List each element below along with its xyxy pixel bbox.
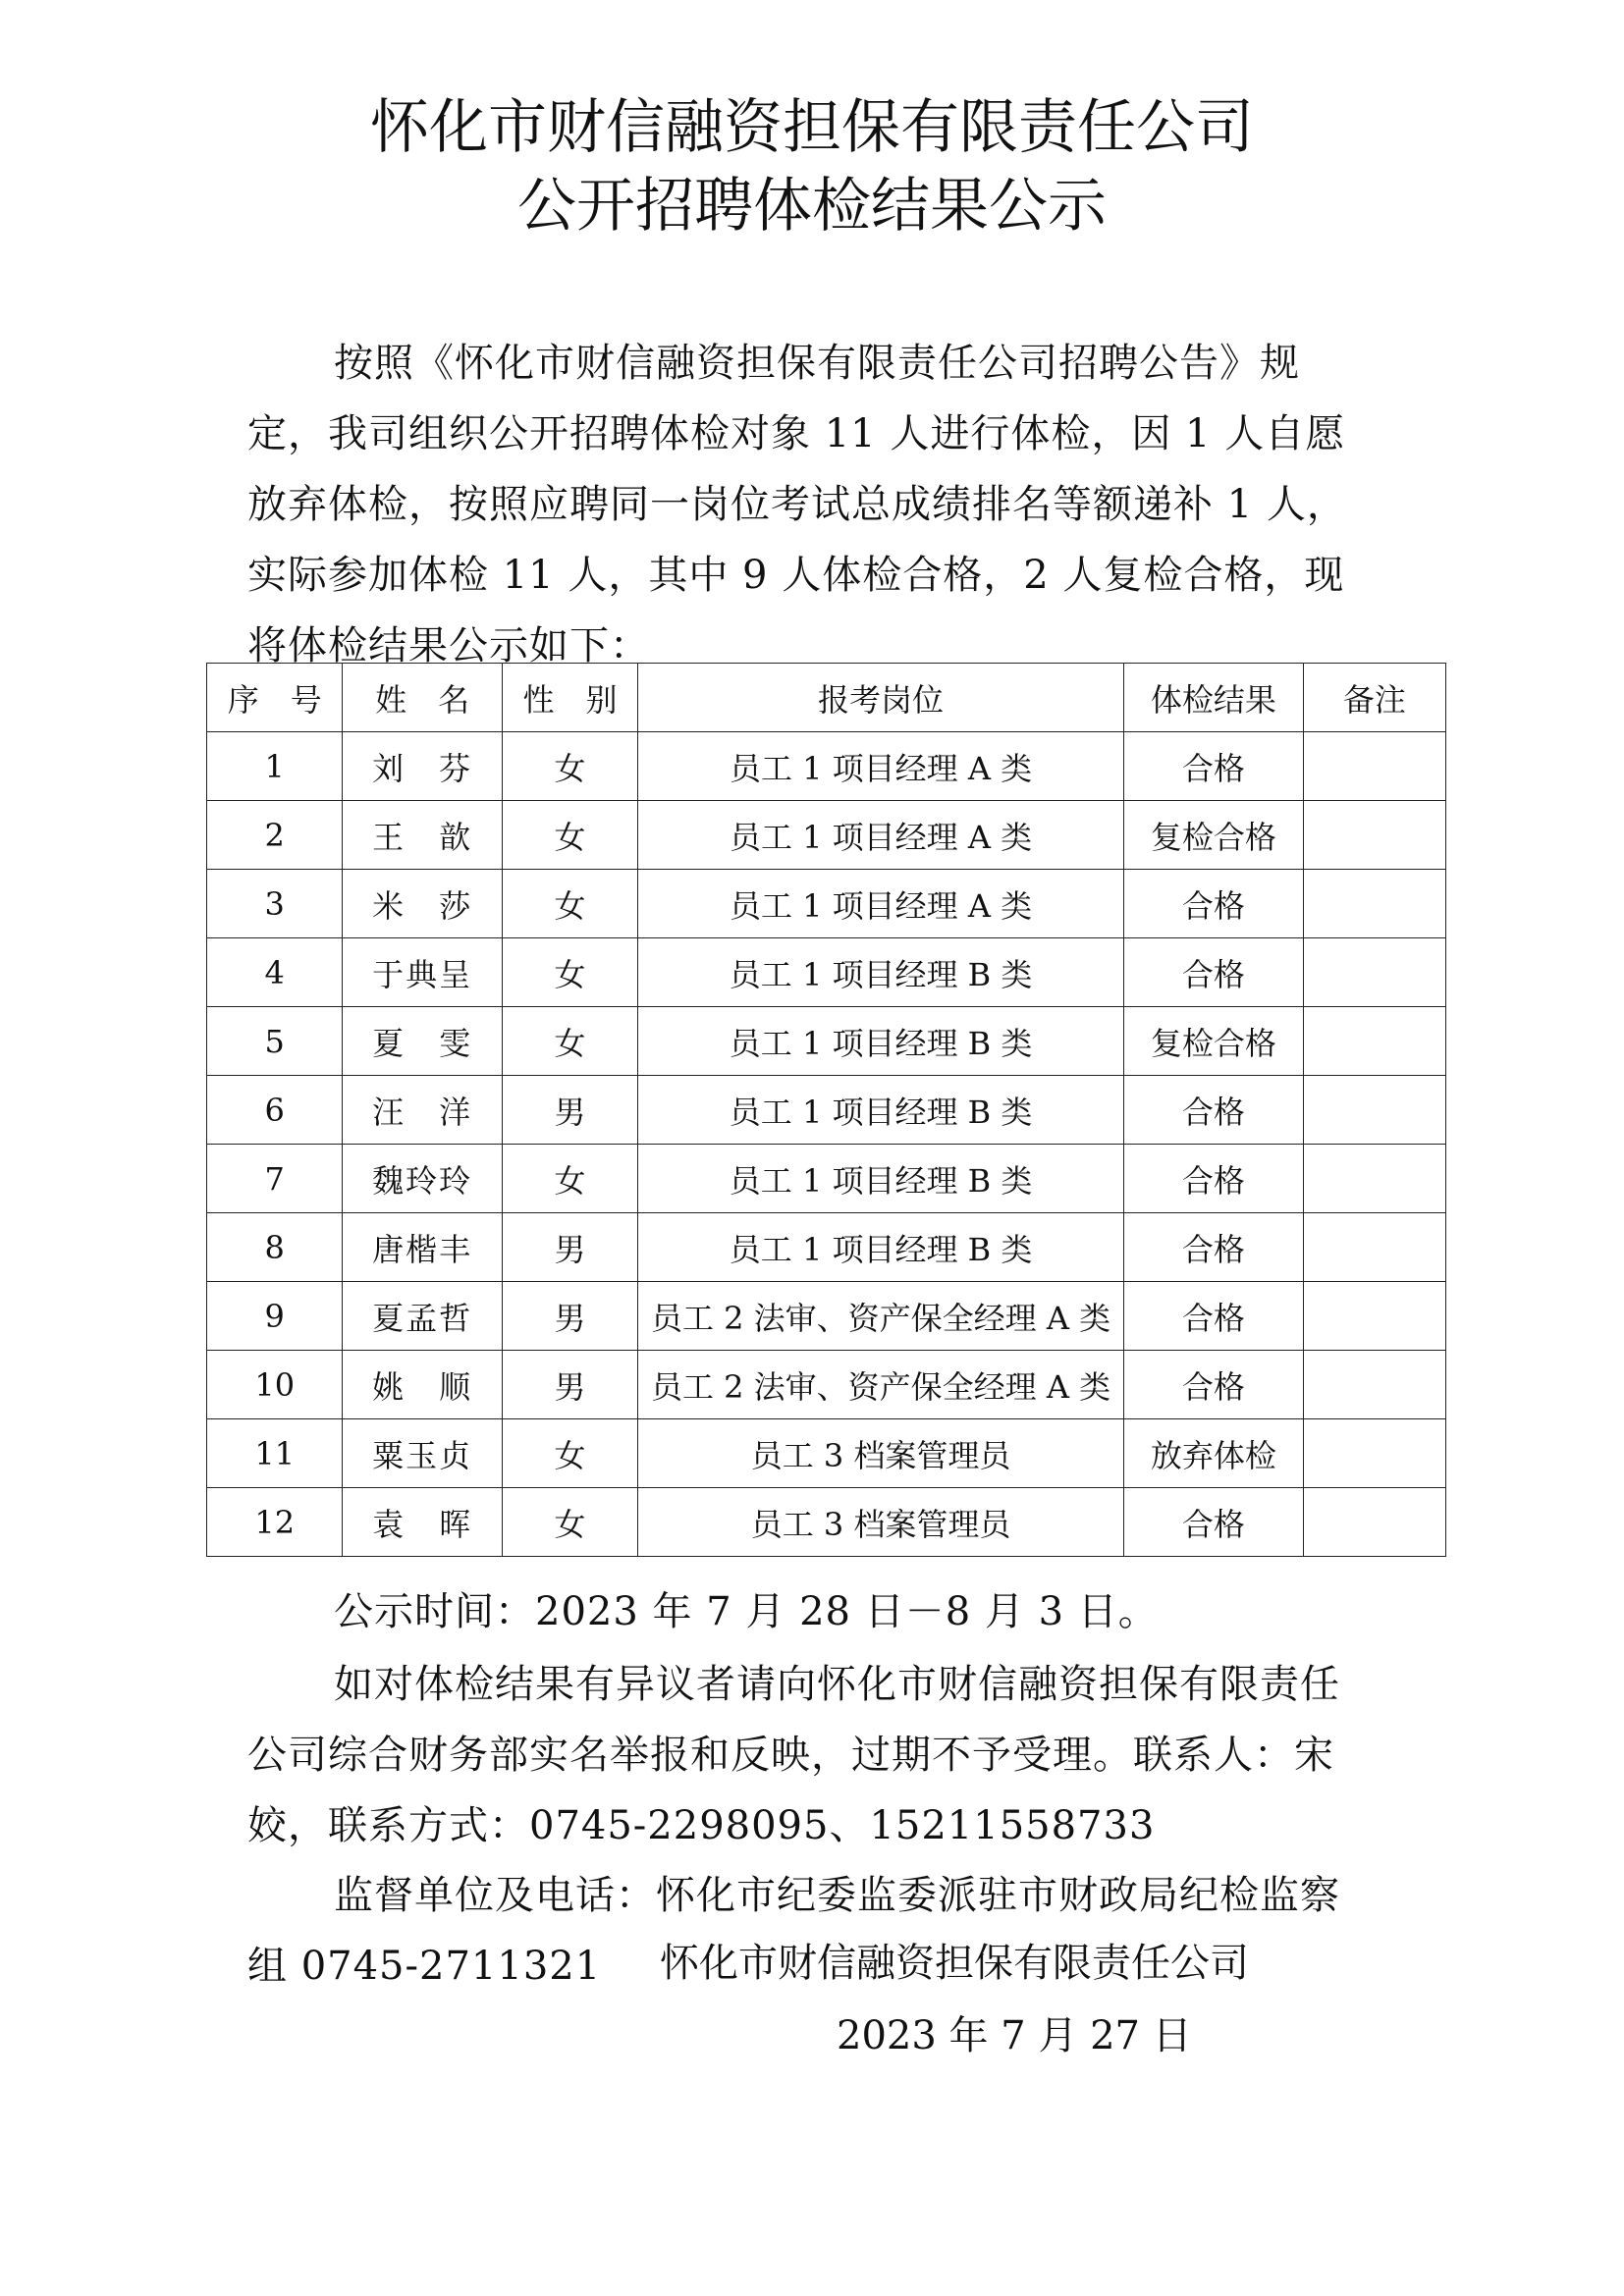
- cell-position: 员工 1 项目经理 B 类: [638, 1213, 1124, 1282]
- cell-note: [1303, 870, 1445, 938]
- table-row: [207, 938, 1446, 1007]
- header-position: 报考岗位: [638, 664, 1124, 732]
- objection-text: 如对体检结果有异议者请向怀化市财信融资担保有限责任公司综合财务部实名举报和反映，过期不予受理。联系人：宋姣，联系方式：0745-2298095、15211558733: [247, 1662, 1340, 1848]
- cell-no: 8: [207, 1213, 343, 1282]
- signature-company: 怀化市财信融资担保有限责任公司: [660, 1941, 1249, 1986]
- cell-result: 合格: [1123, 1213, 1303, 1282]
- cell-note: [1303, 1145, 1445, 1213]
- cell-name: 汪 洋: [343, 1076, 502, 1145]
- header-result: 体检结果: [1123, 664, 1303, 732]
- cell-result: 复检合格: [1123, 1007, 1303, 1076]
- publicity-time: [247, 1576, 1377, 1647]
- cell-no: 4: [207, 938, 343, 1007]
- publicity-time-text: 公示时间：2023 年 7 月 28 日－8 月 3 日。: [334, 1589, 1159, 1634]
- cell-no: 5: [207, 1007, 343, 1076]
- cell-name: 刘 芬: [343, 732, 502, 801]
- cell-note: [1303, 1282, 1445, 1351]
- cell-sex: 女: [502, 732, 637, 801]
- table-row: [207, 1007, 1446, 1076]
- cell-no: 11: [207, 1419, 343, 1488]
- results-table: [206, 663, 1446, 1557]
- cell-no: 3: [207, 870, 343, 938]
- cell-note: [1303, 1007, 1445, 1076]
- table-header-row: [207, 664, 1446, 732]
- page-title: 怀化市财信融资担保有限责任公司: [370, 93, 1254, 162]
- cell-name: 于典呈: [343, 938, 502, 1007]
- cell-name: 袁 晖: [343, 1488, 502, 1557]
- supervision-text: 监督单位及电话：怀化市纪委监委派驻市财政局纪检监察组 0745-2711321: [247, 1873, 1340, 1989]
- cell-result: 放弃体检: [1123, 1419, 1303, 1488]
- cell-position: 员工 2 法审、资产保全经理 A 类: [638, 1282, 1124, 1351]
- cell-sex: 女: [502, 1007, 637, 1076]
- cell-result: 合格: [1123, 870, 1303, 938]
- cell-result: 合格: [1123, 1076, 1303, 1145]
- cell-note: [1303, 938, 1445, 1007]
- cell-result: 合格: [1123, 1351, 1303, 1419]
- cell-note: [1303, 1076, 1445, 1145]
- cell-position: 员工 3 档案管理员: [638, 1419, 1124, 1488]
- header-note: 备注: [1303, 664, 1445, 732]
- cell-sex: 男: [502, 1351, 637, 1419]
- cell-name: 唐楷丰: [343, 1213, 502, 1282]
- cell-note: [1303, 732, 1445, 801]
- table-row: [207, 801, 1446, 870]
- cell-note: [1303, 1213, 1445, 1282]
- cell-no: 2: [207, 801, 343, 870]
- page-subtitle: 公开招聘体检结果公示: [517, 172, 1107, 240]
- header-name: 姓 名: [343, 664, 502, 732]
- cell-position: 员工 1 项目经理 A 类: [638, 801, 1124, 870]
- cell-sex: 女: [502, 1145, 637, 1213]
- cell-no: 6: [207, 1076, 343, 1145]
- intro-paragraph: [247, 328, 1377, 681]
- table-row: [207, 1213, 1446, 1282]
- cell-name: 夏 雯: [343, 1007, 502, 1076]
- cell-no: 10: [207, 1351, 343, 1419]
- cell-position: 员工 1 项目经理 A 类: [638, 732, 1124, 801]
- cell-sex: 女: [502, 1419, 637, 1488]
- cell-note: [1303, 1419, 1445, 1488]
- cell-no: 12: [207, 1488, 343, 1557]
- cell-no: 1: [207, 732, 343, 801]
- cell-sex: 女: [502, 1488, 637, 1557]
- table-body: [207, 732, 1446, 1557]
- table-row: [207, 1351, 1446, 1419]
- cell-name: 夏孟哲: [343, 1282, 502, 1351]
- cell-position: 员工 3 档案管理员: [638, 1488, 1124, 1557]
- cell-note: [1303, 1351, 1445, 1419]
- cell-position: 员工 1 项目经理 B 类: [638, 1076, 1124, 1145]
- cell-sex: 女: [502, 870, 637, 938]
- cell-position: 员工 1 项目经理 B 类: [638, 938, 1124, 1007]
- cell-result: 合格: [1123, 1145, 1303, 1213]
- table-row: [207, 1419, 1446, 1488]
- cell-sex: 男: [502, 1076, 637, 1145]
- signature-date: 2023 年 7 月 27 日: [837, 2013, 1192, 2058]
- intro-text: 按照《怀化市财信融资担保有限责任公司招聘公告》规定，我司组织公开招聘体检对象 11 人进行体检，因 1 人自愿放弃体检，按照应聘同一岗位考试总成绩排名等额递补 1 人，实际参加体检 11 人，其中 9 人体检合格，2 人复检合格，现将体检结果公示如下：: [247, 341, 1347, 668]
- cell-no: 9: [207, 1282, 343, 1351]
- cell-result: 复检合格: [1123, 801, 1303, 870]
- cell-result: 合格: [1123, 1282, 1303, 1351]
- cell-position: 员工 1 项目经理 B 类: [638, 1007, 1124, 1076]
- cell-position: 员工 2 法审、资产保全经理 A 类: [638, 1351, 1124, 1419]
- cell-sex: 女: [502, 801, 637, 870]
- table-row: [207, 870, 1446, 938]
- cell-result: 合格: [1123, 732, 1303, 801]
- table-row: [207, 1076, 1446, 1145]
- cell-name: 王 歆: [343, 801, 502, 870]
- table-row: [207, 732, 1446, 801]
- cell-no: 7: [207, 1145, 343, 1213]
- cell-note: [1303, 801, 1445, 870]
- objection-paragraph: [247, 1649, 1377, 1861]
- cell-name: 姚 顺: [343, 1351, 502, 1419]
- cell-sex: 男: [502, 1213, 637, 1282]
- header-no: 序 号: [207, 664, 343, 732]
- cell-name: 米 莎: [343, 870, 502, 938]
- table-row: [207, 1145, 1446, 1213]
- table-row: [207, 1282, 1446, 1351]
- cell-note: [1303, 1488, 1445, 1557]
- cell-position: 员工 1 项目经理 A 类: [638, 870, 1124, 938]
- cell-result: 合格: [1123, 1488, 1303, 1557]
- table-row: [207, 1488, 1446, 1557]
- cell-result: 合格: [1123, 938, 1303, 1007]
- cell-sex: 男: [502, 1282, 637, 1351]
- cell-position: 员工 1 项目经理 B 类: [638, 1145, 1124, 1213]
- cell-name: 魏玲玲: [343, 1145, 502, 1213]
- cell-sex: 女: [502, 938, 637, 1007]
- cell-name: 粟玉贞: [343, 1419, 502, 1488]
- header-sex: 性 别: [502, 664, 637, 732]
